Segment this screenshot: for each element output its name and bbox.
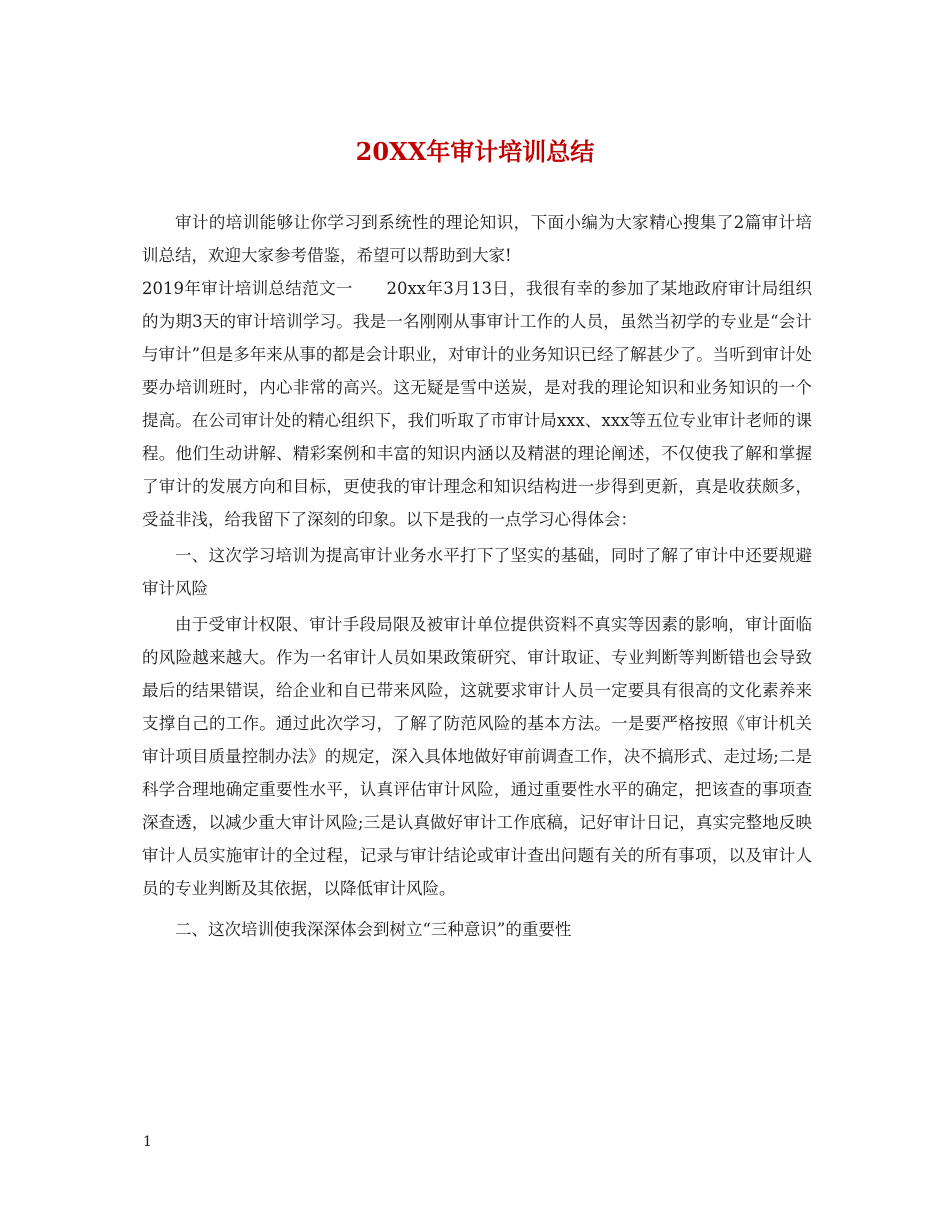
section-two-heading: 二、这次培训使我深深体会到树立“三种意识”的重要性 xyxy=(175,920,572,939)
document-body xyxy=(142,206,812,946)
essay-opening-paragraph: 2019年审计培训总结范文一 20xx年3月13日，我很有幸的参加了某地政府审计局组织的为期3天的审计培训学习。我是一名刚刚从事审计工作的人员，虽然当初学的专业是“会计与审计”但是多年来从事的都是会计职业，对审计的业务知识已经了解甚少了。当听到审计处要办培训班时，内心非常的高兴。这无疑是雪中送炭，是对我的理论知识和业务知识的一个提高。在公司审计处的精心组织下，我们听取了市审计局xxx、xxx等五位专业审计老师的课程。他们生动讲解、精彩案例和丰富的知识内涵以及精湛的理论阐述，不仅使我了解和掌握了审计的发展方向和目标，更使我的审计理念和知识结构进一步得到更新，真是收获颇多，受益非浅，给我留下了深刻的印象。以下是我的一点学习心得体会： xyxy=(142,279,812,529)
section-one-paragraph: 由于受审计权限、审计手段局限及被审计单位提供资料不真实等因素的影响，审计面临的风险越来越大。作为一名审计人员如果政策研究、审计取证、专业判断等判断错也会导致最后的结果错误，给企业和自已带来风险，这就要求审计人员一定要具有很高的文化素养来支撑自己的工作。通过此次学习，了解了防范风险的基本方法。一是要严格按照《审计机关审计项目质量控制办法》的规定，深入具体地做好审前调查工作，决不搞形式、走过场;二是科学合理地确定重要性水平，认真评估审计风险，通过重要性水平的确定，把该查的事项查深查透，以减少重大审计风险;三是认真做好审计工作底稿，记好审计日记，真实完整地反映审计人员实施审计的全过程，记录与审计结论或审计查出问题有关的所有事项，以及审计人员的专业判断及其依据，以降低审计风险。 xyxy=(142,615,812,898)
document-title: 20XX年审计培训总结 xyxy=(355,137,595,166)
intro-paragraph: 审计的培训能够让你学习到系统性的理论知识，下面小编为大家精心搜集了2篇审计培训总结，欢迎大家参考借鉴，希望可以帮助到大家! xyxy=(142,213,812,265)
page-number: 1 xyxy=(143,1134,152,1150)
section-one-heading: 一、这次学习培训为提高审计业务水平打下了坚实的基础，同时了解了审计中还要规避审计风险 xyxy=(142,546,812,598)
